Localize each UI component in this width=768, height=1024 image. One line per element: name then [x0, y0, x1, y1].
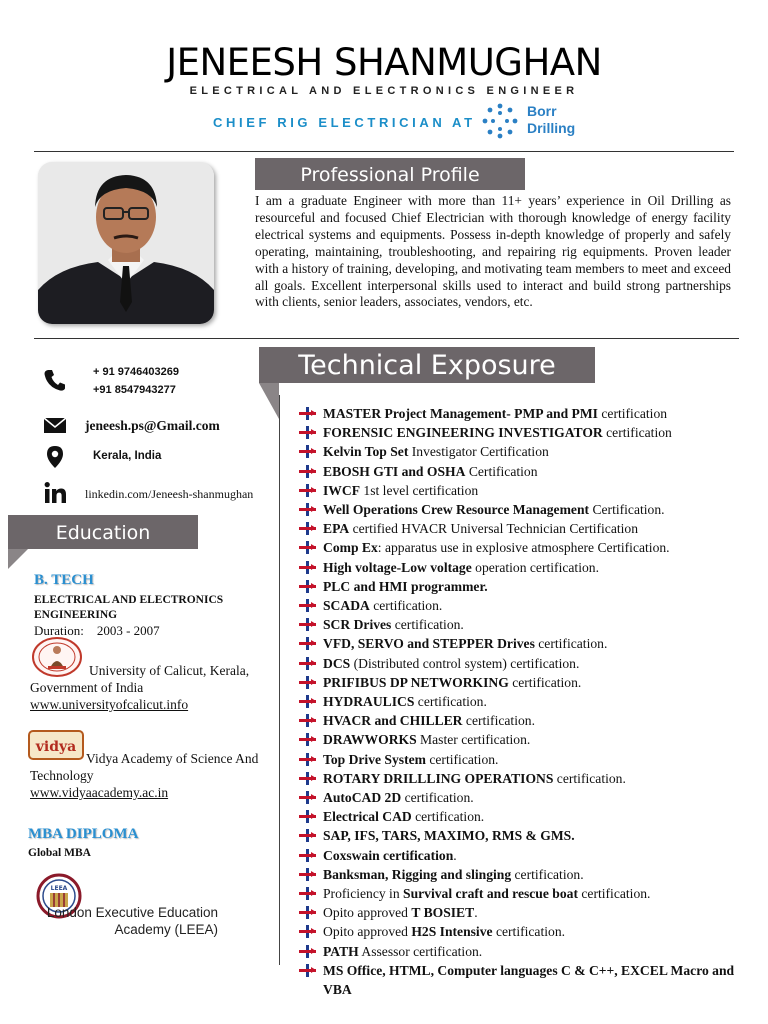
certification-title: Banksman, Rigging and slinging: [323, 866, 512, 882]
certification-suffix: certification.: [534, 636, 608, 652]
certification-title: DCS: [323, 655, 351, 671]
person-portrait-icon: [38, 162, 214, 324]
certification-title: EPA: [323, 521, 350, 537]
candidate-subtitle: ELECTRICAL AND ELECTRONICS ENGINEER: [189, 85, 579, 97]
certification-item: [297, 884, 757, 903]
certification-title: VFD, SERVO and STEPPER Drives: [323, 636, 535, 652]
certification-title: SCR Drives: [323, 617, 392, 633]
cross-arrow-bullet-icon: [299, 657, 315, 670]
certification-item: [297, 788, 757, 807]
certification-suffix: certification.: [511, 866, 584, 882]
phone-icon: [42, 367, 68, 393]
certification-prefix: Opito approved: [323, 924, 412, 940]
certification-title: MS Office, HTML, Computer languages C & C++, EXCEL Macro and VBA: [323, 962, 735, 998]
certification-suffix: certification.: [492, 924, 566, 940]
certification-title: DRAWWORKS: [323, 732, 417, 748]
cross-arrow-bullet-icon: [299, 618, 315, 631]
certification-item: [297, 596, 757, 615]
cross-arrow-bullet-icon: [299, 503, 315, 516]
cross-arrow-bullet-icon: [299, 407, 315, 420]
certification-item: [297, 673, 757, 692]
cross-arrow-bullet-icon: [299, 753, 315, 766]
certification-item: [297, 826, 757, 845]
certification-suffix: certification.: [391, 617, 464, 633]
certification-item: [297, 538, 757, 557]
cross-arrow-bullet-icon: [299, 714, 315, 727]
certification-item: [297, 442, 757, 461]
certification-suffix: 1st level certification: [360, 482, 479, 498]
borr-drilling-logo-icon: [481, 102, 519, 140]
cross-arrow-bullet-icon: [299, 772, 315, 785]
cross-arrow-bullet-icon: [299, 484, 315, 497]
cross-arrow-bullet-icon: [299, 445, 315, 458]
certification-item: [297, 846, 757, 865]
certification-suffix: certification.: [369, 598, 443, 614]
linkedin-icon: [42, 480, 68, 506]
cross-arrow-bullet-icon: [299, 561, 315, 574]
certification-title: EBOSH GTI and OSHA: [323, 463, 466, 479]
logo-word-borr: Borr: [527, 103, 557, 119]
certification-item: [297, 750, 757, 769]
certification-title: HYDRAULICS: [323, 694, 415, 710]
certification-item: [297, 500, 757, 519]
header-divider: [34, 151, 734, 152]
certification-title: PRIFIBUS DP NETWORKING: [323, 674, 509, 690]
mba-type: Global MBA: [28, 847, 91, 859]
certification-item: [297, 922, 757, 941]
cross-arrow-bullet-icon: [299, 829, 315, 842]
certification-suffix: Investigator Certification: [408, 444, 549, 460]
certification-title: H2S Intensive: [411, 924, 493, 940]
certification-title: HVACR and CHILLER: [323, 713, 463, 729]
certification-title: FORENSIC ENGINEERING INVESTIGATOR: [323, 425, 603, 441]
location-pin-icon: [42, 444, 68, 470]
education-heading: Education: [8, 515, 198, 549]
certification-title: SAP, IFS, TARS, MAXIMO, RMS & GMS.: [323, 828, 575, 844]
certification-title: MASTER Project Management- PMP and PMI: [323, 406, 598, 421]
certification-item: [297, 730, 757, 749]
technical-heading-tab: [259, 383, 279, 419]
certification-suffix: (Distributed control system) certification.: [350, 655, 580, 671]
btech-field: ELECTRICAL AND ELECTRONICS ENGINEERING: [34, 594, 224, 621]
certification-title: Kelvin Top Set: [323, 444, 409, 460]
profile-divider: [34, 338, 739, 339]
certification-suffix: Certification.: [589, 502, 665, 518]
cross-arrow-bullet-icon: [299, 695, 315, 708]
certification-suffix: certified HVACR Universal Technician Certification: [349, 521, 639, 537]
cross-arrow-bullet-icon: [299, 925, 315, 938]
candidate-name: JENEESH SHANMUGHAN: [166, 41, 602, 84]
cross-arrow-bullet-icon: [299, 849, 315, 862]
certification-title: Comp Ex: [323, 540, 378, 556]
cross-arrow-bullet-icon: [299, 868, 315, 881]
email-address[interactable]: jeneesh.ps@Gmail.com: [85, 418, 220, 433]
certification-item: [297, 769, 757, 788]
linkedin-url[interactable]: linkedin.com/Jeneesh-shanmughan: [85, 487, 254, 501]
cross-arrow-bullet-icon: [299, 541, 315, 554]
certification-suffix: .: [453, 847, 457, 863]
mba-institute: London Executive Education Academy (LEEA): [46, 905, 218, 937]
certification-prefix: Proficiency in: [323, 886, 404, 902]
certification-item: [297, 634, 757, 653]
cross-arrow-bullet-icon: [299, 906, 315, 919]
certification-item: [297, 942, 757, 961]
certification-item: [297, 615, 757, 634]
certification-item: [297, 807, 757, 826]
certification-title: Survival craft and rescue boat: [403, 886, 578, 902]
current-role: CHIEF RIG ELECTRICIAN AT: [213, 115, 476, 130]
certification-title: PLC and HMI programmer.: [323, 578, 488, 594]
email-icon: [42, 412, 68, 438]
certification-title: Electrical CAD: [323, 809, 412, 825]
certification-suffix: : apparatus use in explosive atmosphere Certification.: [377, 540, 670, 556]
certification-suffix: operation certification.: [471, 559, 599, 575]
certification-list: [297, 404, 757, 999]
certification-suffix: Certification: [465, 463, 538, 479]
university-url[interactable]: www.universityofcalicut.info: [30, 697, 189, 712]
education-heading-tab: [8, 549, 28, 569]
certification-title: Well Operations Crew Resource Management: [323, 502, 590, 518]
certification-title: ROTARY DRILLLING OPERATIONS: [323, 770, 554, 786]
university-name: University of Calicut, Kerala, Government of India: [30, 663, 250, 695]
leea-logo-text: LEEA: [50, 885, 68, 892]
borr-drilling-logo-text: [527, 103, 575, 137]
college-url[interactable]: www.vidyaacademy.ac.in: [30, 785, 169, 800]
certification-item: [297, 519, 757, 538]
certification-suffix: certification.: [401, 790, 474, 806]
cross-arrow-bullet-icon: [299, 599, 315, 612]
professional-profile-heading: Professional Profile: [255, 158, 525, 190]
certification-item: [297, 865, 757, 884]
mba-degree: MBA DIPLOMA: [28, 826, 139, 842]
cross-arrow-bullet-icon: [299, 522, 315, 535]
cross-arrow-bullet-icon: [299, 676, 315, 689]
cross-arrow-bullet-icon: [299, 810, 315, 823]
certification-title: PATH: [323, 943, 359, 959]
certification-prefix: Opito approved: [323, 905, 412, 921]
certification-suffix: certification: [597, 406, 668, 421]
phone-number-primary[interactable]: + 91 9746403269: [93, 366, 179, 378]
cross-arrow-bullet-icon: [299, 887, 315, 900]
certification-item: [297, 423, 757, 442]
certification-title: T BOSIET: [411, 905, 475, 921]
professional-profile-text: I am a graduate Engineer with more than 11+ years’ experience in Oil Drilling as resourceful and focused Chief Electrician with thorough knowledge of energy facility electrical systems and equipments. Possess in-depth knowledge of properly and safely operating, maintaining, troubleshooting, and repairing rig equipments. Proven leader with a history of training, developing, and motivating team members to meet and exceed all goals. Excellent interpersonal skills used to interact and build strong partnerships with clients, senior leaders, associates, vendors, etc.: [255, 193, 731, 310]
location-text: Kerala, India: [93, 450, 162, 462]
cross-arrow-bullet-icon: [299, 791, 315, 804]
certification-item: [297, 558, 757, 577]
cross-arrow-bullet-icon: [299, 426, 315, 439]
certification-title: IWCF: [323, 482, 361, 498]
phone-number-secondary[interactable]: +91 8547943277: [93, 384, 176, 396]
certification-item: [297, 481, 757, 500]
certification-suffix: Master certification.: [416, 732, 531, 748]
cross-arrow-bullet-icon: [299, 964, 315, 977]
certification-suffix: certification.: [414, 694, 487, 710]
certification-suffix: certification.: [508, 674, 582, 690]
cross-arrow-bullet-icon: [299, 733, 315, 746]
certification-suffix: .: [474, 905, 478, 921]
certification-title: High voltage-Low voltage: [323, 559, 472, 575]
certification-item: [297, 961, 757, 999]
profile-photo: [38, 162, 214, 324]
certification-item: [297, 462, 757, 481]
college-name: Vidya Academy of Science And Technology: [30, 751, 259, 783]
certification-title: Coxswain certification: [323, 847, 454, 863]
certification-suffix: certification.: [411, 809, 485, 825]
certification-item: [297, 692, 757, 711]
btech-duration: Duration: 2003 - 2007: [34, 623, 160, 638]
technical-exposure-heading: Technical Exposure: [259, 347, 595, 383]
certification-title: SCADA: [323, 598, 370, 614]
cross-arrow-bullet-icon: [299, 945, 315, 958]
logo-word-drilling: Drilling: [527, 120, 576, 136]
certification-suffix: certification.: [553, 770, 626, 786]
cross-arrow-bullet-icon: [299, 637, 315, 650]
vidya-logo-text: vidya: [35, 739, 77, 755]
certification-item: [297, 654, 757, 673]
certification-item: [297, 577, 757, 596]
certification-title: Top Drive System: [323, 751, 426, 767]
btech-degree: B. TECH: [34, 572, 94, 588]
certification-title: AutoCAD 2D: [323, 790, 402, 806]
certification-item: [297, 903, 757, 922]
certification-suffix: certification: [602, 425, 672, 441]
certification-suffix: Assessor certification.: [358, 943, 483, 959]
cross-arrow-bullet-icon: [299, 580, 315, 593]
certification-item: [297, 404, 757, 423]
certification-item: [297, 711, 757, 730]
certification-suffix: certification.: [577, 886, 651, 902]
certification-suffix: certification.: [462, 713, 535, 729]
cross-arrow-bullet-icon: [299, 465, 315, 478]
certification-suffix: certification.: [425, 751, 499, 767]
